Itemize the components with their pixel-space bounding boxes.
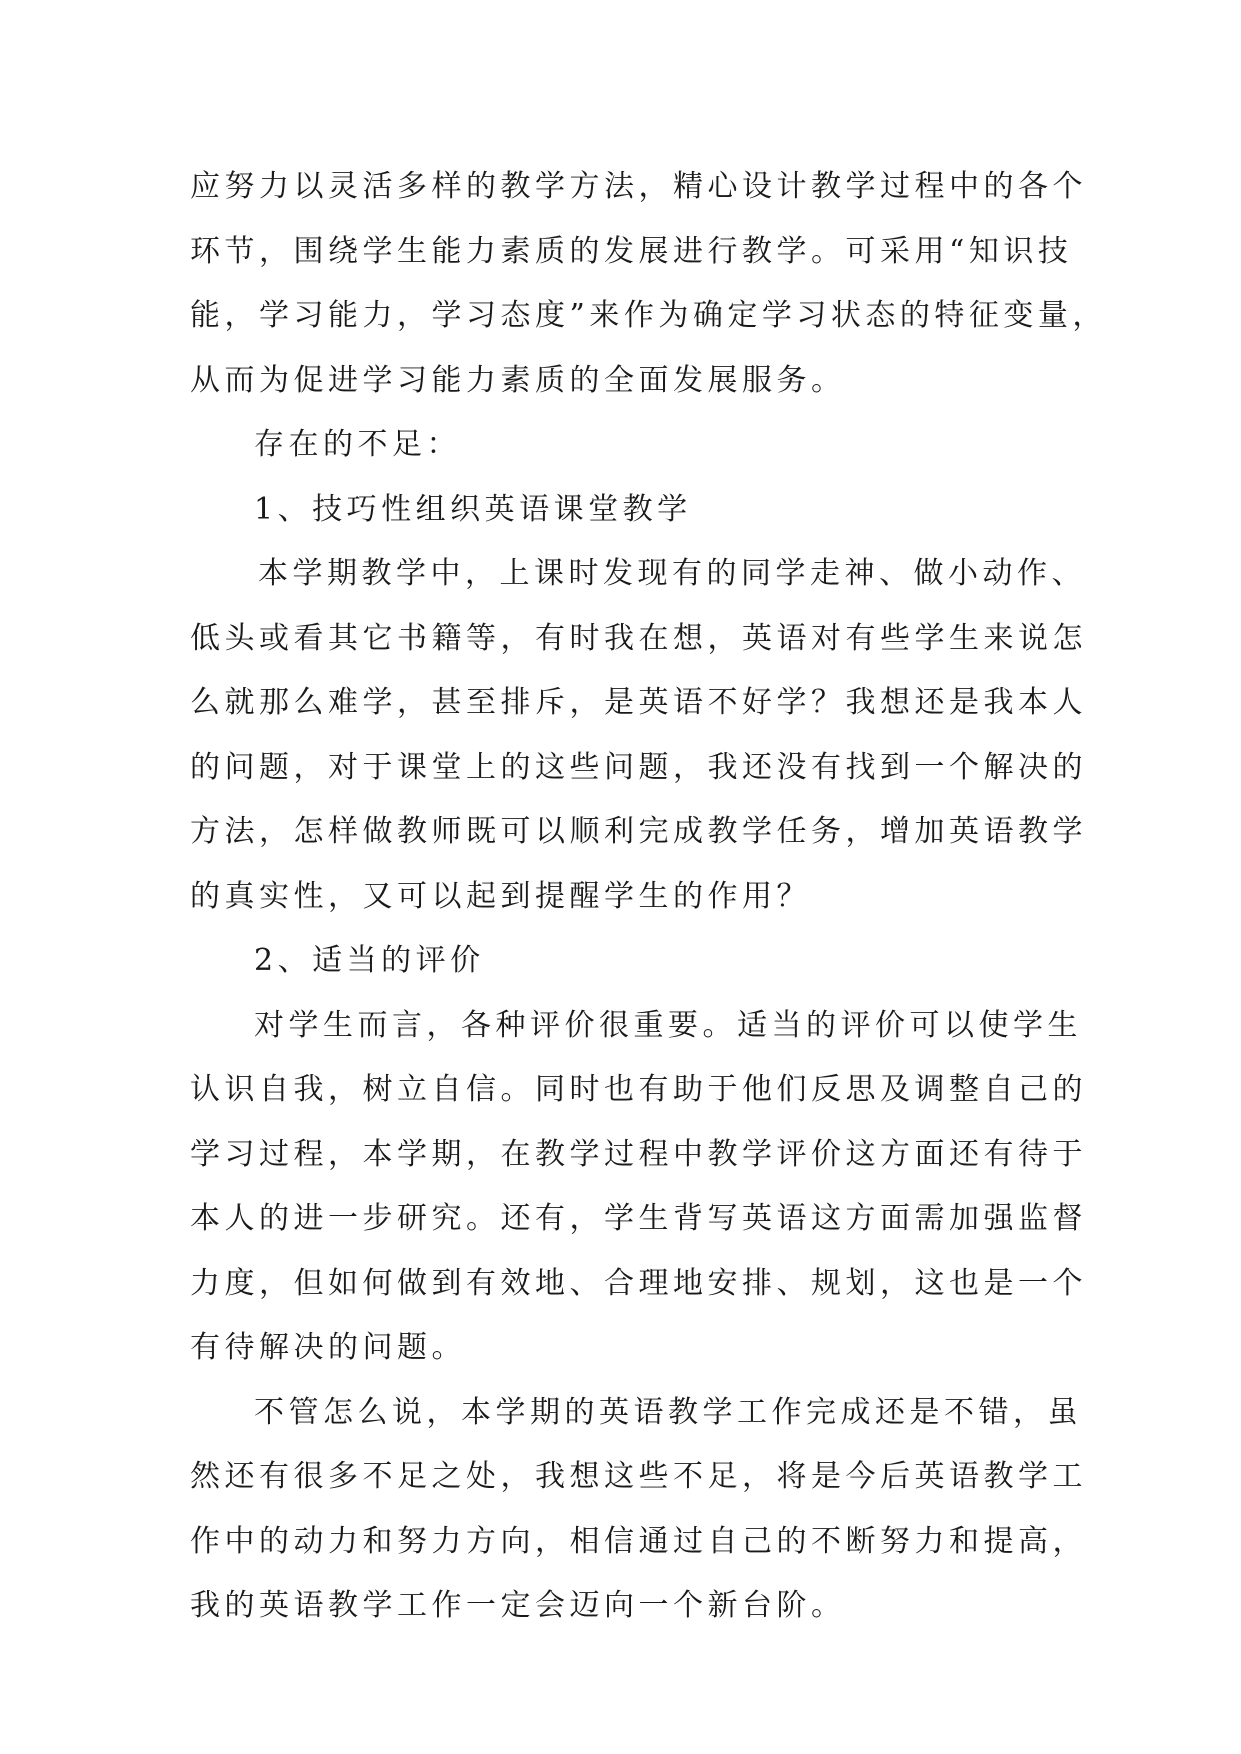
text-line: 从而为促进学习能力素质的全面发展服务。 bbox=[190, 362, 846, 398]
section-heading: 存在的不足： bbox=[254, 427, 461, 462]
text-line: 的真实性，又可以起到提醒学生的作用？ bbox=[190, 878, 811, 914]
text-line: 认识自我，树立自信。同时也有助于他们反思及调整自己的 bbox=[190, 1072, 1087, 1107]
text-line: 我的英语教学工作一定会迈向一个新台阶。 bbox=[190, 1588, 846, 1623]
text-line: 本人的进一步研究。还有，学生背写英语这方面需加强监督 bbox=[190, 1201, 1087, 1236]
text-line: 有待解决的问题。 bbox=[190, 1330, 466, 1365]
text-line: 的问题，对于课堂上的这些问题，我还没有找到一个解决的 bbox=[190, 749, 1087, 785]
text-line: 么就那么难学，甚至排斥，是英语不好学？我想还是我本人 bbox=[190, 685, 1087, 720]
text-line: 对学生而言，各种评价很重要。适当的评价可以使学生 bbox=[254, 1007, 1082, 1043]
text-line: 作中的动力和努力方向，相信通过自己的不断努力和提高， bbox=[190, 1523, 1087, 1559]
subsection-heading: 1、技巧性组织英语课堂教学 bbox=[254, 491, 692, 527]
text-line: 学习过程，本学期，在教学过程中教学评价这方面还有待于 bbox=[190, 1136, 1087, 1172]
text-line: 不管怎么说，本学期的英语教学工作完成还是不错，虽 bbox=[254, 1394, 1082, 1430]
subsection-heading: 2、适当的评价 bbox=[254, 943, 485, 978]
text-line: 能，学习能力，学习态度”来作为确定学习状态的特征变量， bbox=[190, 298, 1107, 333]
text-line: 低头或看其它书籍等，有时我在想，英语对有些学生来说怎 bbox=[190, 620, 1087, 656]
text-line: 本学期教学中，上课时发现有的同学走神、做小动作、 bbox=[258, 556, 1086, 591]
text-line: 然还有很多不足之处，我想这些不足，将是今后英语教学工 bbox=[190, 1459, 1087, 1494]
text-line: 方法，怎样做教师既可以顺利完成教学任务，增加英语教学 bbox=[190, 814, 1087, 849]
text-line: 环节，围绕学生能力素质的发展进行教学。可采用“知识技 bbox=[190, 233, 1073, 269]
document-body bbox=[190, 155, 1107, 1639]
text-line: 应努力以灵活多样的教学方法，精心设计教学过程中的各个 bbox=[190, 169, 1087, 204]
text-line: 力度，但如何做到有效地、合理地安排、规划，这也是一个 bbox=[190, 1265, 1087, 1301]
